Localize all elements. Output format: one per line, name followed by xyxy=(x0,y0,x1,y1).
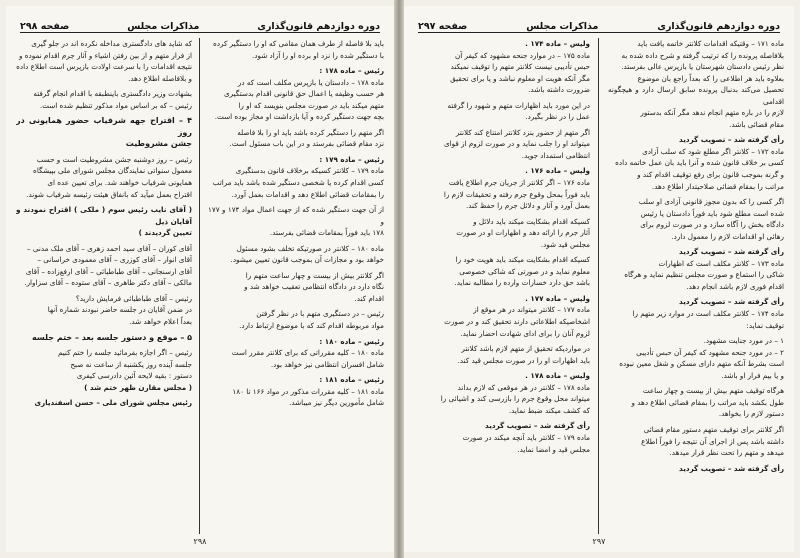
article-heading-line: رئیس – ماده ۱۸۰ : xyxy=(319,336,384,346)
text-line: مگر آنکه هویت او معلوم نباشد و یا برای تحقیق xyxy=(450,73,590,83)
text-line: از فرار متهم و از بین رفتن اشیاء و آثار جرم اقدام نموده و xyxy=(19,50,192,60)
text-line: انتظامی استمداد جوید. xyxy=(521,150,590,160)
text-line: در مواردیکه تحقیق از متهم لازم باشد کلانتر xyxy=(461,344,590,354)
text-line: و بلافاصله اطلاع دهد. xyxy=(128,73,192,83)
text-column-right xyxy=(208,38,384,534)
text-line: شاکی را استماع و صورت مجلس تنظیم نماید و هرگاه xyxy=(624,270,784,280)
text-line: باشد حق دارد خسارات وارده را مطالبه نماید. xyxy=(454,278,590,288)
text-line: نگاه دارد در دادگاه انتظامی تعقیب خواهد شد و xyxy=(244,282,384,292)
text-line: شامل مأمورین دیگر نیز میباشد. xyxy=(289,398,384,408)
section-title-line: جشن مشروطیت xyxy=(125,139,192,149)
article-heading-line: رئیس مجلس شورای ملی – حسن اسفندیاری xyxy=(34,398,192,408)
text-line: با دستگیر شده را نزد او برده او را آزاد شود. xyxy=(252,50,384,60)
text-line: اقتراح بعمل میآید که بانفاق هیئت رئیسه شرفیاب شوند. xyxy=(26,189,192,199)
text-line: رئیس – روز دوشنبه جشن مشروطیت است و حسب xyxy=(36,154,192,164)
text-line: مراتب را بمقام قضائی صلاحیتدار اطلاع دهد. xyxy=(651,181,784,191)
text-line: ماده ۱۷۱ – وقتیکه اقدامات کلانتر خاتمه یافت باید xyxy=(637,39,784,48)
text-line: بعمل آورد و آثار و دلائل جرم را حفظ کند. xyxy=(466,201,590,211)
text-line: اگر کسی را که بدون مجوز قانونی آزادی او سلب xyxy=(638,197,784,207)
text-line: کسی اقدام کرده یا شخصی دستگیر شده باشد باید مراتب xyxy=(212,178,384,188)
section-title-line: ۵ – موقع و دستور جلسه بعد – ختم جلسه xyxy=(32,332,192,342)
text-line: خواهد بود و مجازات آن بموجب قانون تعیین میشود. xyxy=(230,255,384,265)
text-line: نزد مقام قضائی بفرستد و در این باب مسئول است. xyxy=(229,139,384,149)
text-line: بشهادت وزیر دادگستری باینطبقه با اقدام انجام گرفته xyxy=(33,89,192,99)
text-line: که شاید های دادگستری مداخله نکرده اند در جلو گیری xyxy=(31,39,192,48)
text-line: اگر کلانتر بیش از بیست و چهار ساعت متهم را xyxy=(245,270,384,280)
text-line: نتیجه اقدامات را با سرعت اولادت بازپرس است اطلاع داده xyxy=(16,62,192,72)
text-line: مالکی – آقای دکتر طاهری – آقای ستوده – آقای سزاوار. xyxy=(24,278,192,288)
header-title: مذاکرات مجلس xyxy=(127,21,200,32)
text-line: و یا بیم فرار او باشد. xyxy=(721,370,784,380)
text-line: توقیف نماید: xyxy=(746,320,784,330)
text-line: است بشرط آنکه متهم دارای مسکن و شغل معین نبوده xyxy=(619,359,784,369)
text-line: عمل را در نظر بگیرد. xyxy=(525,112,590,122)
text-line: لزوم آنان را برای ادای شهادت احضار نماید. xyxy=(460,328,590,338)
text-line: داشته باشد پس از اجرای آن نتیجه را فوراً اطلاع xyxy=(641,436,784,446)
text-line: آثار جرم را ارائه دهد و اظهارات او در صورت xyxy=(456,228,590,238)
header-page-label: صفحه ۲۹۸ xyxy=(20,21,70,32)
text-line: در ضمن آقایان در جلسه حاضر نبودند شماره آنها xyxy=(47,305,192,315)
text-line: شده است مطلع شود باید فوراً دادستان یا رئیس xyxy=(640,208,784,218)
article-heading-line: رأی گرفته شد – تصویب گردید xyxy=(679,135,784,145)
text-line: ماده ۱۷۴ – کلانتر مکلف است در موارد زیر متهم را xyxy=(632,309,784,319)
text-line: مقام قضائی باشد. xyxy=(729,119,784,129)
text-line: میدهد و متهم را تحت نظر قرار میدهد. xyxy=(669,448,784,458)
book-gutter xyxy=(394,0,404,558)
article-heading-line: رأی گرفته شد – تصویب گردید xyxy=(485,421,590,431)
article-heading-line: تعیین گردیدند ) xyxy=(138,228,192,238)
article-heading-line: رأی گرفته شد – تصویب گردید xyxy=(679,463,784,473)
article-heading-line: رأی گرفته شد – تصویب گردید xyxy=(679,247,784,257)
text-line: دادگاه بخش را آگاه سازد و در صورت لزوم برای xyxy=(640,220,784,230)
text-line: هر حسب وظیفه یا اعمال حق قانونی اقدام بدستگیری xyxy=(224,89,384,99)
text-line: لازم را در باره متهم انجام ندهد مگر آنکه بدستور xyxy=(640,108,784,118)
text-line: کسی بر خلاف قانون شده و آنرا باید بان عمل خاتمه داده xyxy=(615,158,784,168)
text-line: در این مورد باید اظهارات متهم و شهود را گرفته xyxy=(447,100,590,110)
text-column-left xyxy=(414,38,590,534)
text-line: اگر متهم را دستگیر کرده باشد باید او را بلا فاصله xyxy=(237,127,384,137)
text-line: اقدام فوری لازم باشد انجام دهد. xyxy=(686,281,784,291)
text-line: رهائی او اقدامات لازم را معمول دارد. xyxy=(671,231,784,241)
header-session: دوره دوازدهم قانون‌گذاری xyxy=(657,21,780,32)
page-header xyxy=(418,14,780,33)
text-line: حبس تأدیبی نیست کلانتر متهم را توقیف نمیکند xyxy=(450,62,590,72)
text-line: معمول سنواتی نمایندگان مجلس شورای ملی بپیشگاه xyxy=(33,166,192,176)
column-divider xyxy=(199,38,200,534)
text-line: را بمقامات قضائی اطلاع دهد و اقدامات بعمل آورد. xyxy=(231,189,384,199)
text-line: رئیس – آقای طباطبائی فرمایش دارید؟ xyxy=(75,293,192,303)
text-line: ماده ۱۷۸ – کلانتر در هر موقعی که لازم بداند xyxy=(457,382,590,392)
text-line: بچه جهت دستگیر کرده و آیا بازداشت او مجاز بوده است. xyxy=(214,112,384,122)
text-line: جلسه آینده روز یکشنبه از ساعت نه صبح xyxy=(70,359,192,369)
text-line: طول بکشد باید مراتب را بمقام قضائی اطلاع دهد و xyxy=(631,397,784,407)
text-line: میتواند او را جلب نماید و در صورت لزوم از قوای xyxy=(444,139,590,149)
text-line: دستور لازم را بخواهد. xyxy=(718,409,784,419)
section-title-line: ۴ – اقتراح جهه شرفیاب حضور همایونی در روز xyxy=(16,116,192,137)
text-line: ماده ۱۷۶ – اگر کلانتر از جریان جرم اطلاع یافت xyxy=(448,178,590,188)
header-session: دوره دوازدهم قانون‌گذاری xyxy=(257,21,380,32)
text-line: ماده ۱۸۰ – کلانتر در صورتیکه تخلف بشود مسئول xyxy=(236,243,384,253)
text-line: آقای ارسنجانی – آقای طباطبائی – آقای ارفع‌زاده – آقای xyxy=(25,266,192,276)
text-line: تحصیل می‌کند بدنبال پرونده سابق ارسال دارد و هیچگونه اقدامی xyxy=(608,85,784,106)
text-line: ۱۷۸ باید فوراً بمقامات قضائی بفرستد. xyxy=(269,228,384,238)
text-line: شامل افسران انتظامی نیز خواهد بود. xyxy=(270,359,384,369)
text-line: دستور : بقیه لایحه آئین دادرسی کیفری xyxy=(76,371,192,381)
header-title: مذاکرات مجلس xyxy=(526,21,599,32)
text-line: که کشف میکند ضبط نماید. xyxy=(508,405,590,415)
text-line: متهم میکند باید در صورت مجلس بنویسد که او را xyxy=(238,100,384,110)
text-line: اقدام کند. xyxy=(354,293,384,303)
text-line: کسیکه اقدام بشکایت میکند باید دلائل و xyxy=(473,216,590,226)
article-heading-line: ولیس – ماده ۱۷۸ . xyxy=(525,371,590,381)
text-line: رئیس – در دستگیری متهم با در نظر گرفتن xyxy=(256,309,384,319)
text-line: ماده ۱۷۹ – کلانتر کسیکه برخلاف قانون بدستگیری xyxy=(235,166,384,176)
text-line: اگر متهم از حضور بنزد کلانتر امتناع کند کلانتر xyxy=(455,127,590,137)
text-line: باید بلا فاصله از طرف همان مقامی که او را دستگیر کرده xyxy=(213,39,384,48)
text-line: میتواند محل وقوع جرم را بازرسی کند و اشیائی را xyxy=(440,394,590,404)
text-line: ضرورت داشته باشد. xyxy=(528,85,590,95)
column-divider xyxy=(598,38,599,534)
article-heading-line: رئیس – ماده ۱۷۸ : xyxy=(319,66,384,76)
text-line: ماده ۱۷۵ – در موارد جنحه مشهود که کیفر آن xyxy=(454,50,590,60)
text-line: رئیس – که بر اساس مواد مذکور تنظیم شده است. xyxy=(39,100,192,110)
text-line: بعداً اعلام خواهد شد. xyxy=(129,317,192,327)
article-heading-line: رئیس – ماده ۱۸۱ : xyxy=(319,375,384,385)
page-298 xyxy=(6,6,394,552)
page-number: ۲۹۷ xyxy=(592,537,606,546)
text-column-right xyxy=(608,38,784,534)
article-heading-line: ( آقای نایب رئیس سوم ( ملکی ) اقتراح نمودند و آقایان ذیل xyxy=(16,205,192,226)
article-heading-line: ولیس – ماده ۱۷۴ . xyxy=(525,39,590,48)
text-line: مجلس قید و امضا نماید. xyxy=(517,444,590,454)
article-heading-line: رأی گرفته شد – تصویب گردید xyxy=(679,297,784,307)
text-line: باید اظهارات او را در صورت مجلس قید کند. xyxy=(457,355,590,365)
text-line: باید فوراً بمحل وقوع جرم رفته و تحقیقات لازم را xyxy=(443,189,590,199)
text-line: از آن جهت دستگیر شده که از جهت اعمال مواد ۱۷۴ و ۱۷۷ و xyxy=(208,205,384,226)
text-line: رئیس – اگر اجازه بفرمائید جلسه را ختم کنیم xyxy=(57,348,192,358)
header-page-label: صفحه ۲۹۷ xyxy=(418,21,468,32)
text-line: ۲ – در مورد جنحه مشهود که کیفر آن حبس تأدیبی xyxy=(636,347,784,357)
text-line: مواد مربوطه اقدام کند که با موضوع ارتباط دارد. xyxy=(239,321,384,331)
text-line: ماده ۱۸۱ – کلیه مقررات مذکور در مواد ۱۶۶ تا ۱۸۰ xyxy=(232,386,384,396)
text-line: اگر کلانتر برای توقیف متهم دستور مقام قضائی xyxy=(643,424,784,434)
text-line: نظر رئیس دادستان شهرستان یا بازپرس عالی بفرستد. xyxy=(621,62,784,72)
text-line: ماده ۱۷۸ – دادستان یا بازپرس مکلف است که در xyxy=(237,77,384,87)
text-line: اشخاصیکه اطلاعاتی دارند تحقیق کند و در صورت xyxy=(444,317,590,327)
text-line: ماده ۱۷۲ – کلانتر اگر مطلع شود که سلب آزادی xyxy=(642,146,784,156)
page-297 xyxy=(404,6,794,552)
text-line: بعلاوه باید هر اطلاعی را که بعداً راجع بان موضوع xyxy=(637,73,784,83)
page-header xyxy=(20,14,380,33)
article-heading-line: ( مجلس مقارن ظهر ختم شد ) xyxy=(84,382,192,392)
text-line: همایونی شرفیاب خواهند شد. برای تعیین عده ای xyxy=(47,178,192,188)
text-line: معلوم نماید و در صورتی که شاکی خصوصی xyxy=(459,266,590,276)
text-line: کسیکه اقدام بشکایت میکند باید هویت خود را xyxy=(455,255,590,265)
text-line: آقای کوران – آقای سید احمد زهری – آقای ملک مدنی – xyxy=(26,243,192,253)
text-line: ۱ – در مورد جنایت مشهود. xyxy=(703,336,784,346)
page-number: ۲۹۸ xyxy=(193,537,207,546)
text-line: ماده ۱۸۰ – کلیه مقرراتی که برای کلانتر مقرر است xyxy=(231,348,384,358)
text-line: بلافاصله پرونده را که ترتیب گرفته و شرح داده شده به xyxy=(621,50,784,60)
article-heading-line: رئیس – ماده ۱۷۹ : xyxy=(319,154,384,164)
text-line: آقای انوار – آقای کوزری – آقای معمودی خراسانی – xyxy=(37,255,192,265)
text-line: و گرنه بموجب قانون برای رفع توقیف اقدام کند و xyxy=(637,170,784,180)
text-column-left xyxy=(16,38,192,534)
article-heading-line: ولیس – ماده ۱۷۶ . xyxy=(525,166,590,176)
text-line: ماده ۱۷۹ – کلانتر باید آنچه میکند در صورت xyxy=(462,432,590,442)
article-heading-line: ولیس – ماده ۱۷۷ . xyxy=(525,293,590,303)
text-line: ماده ۱۷۳ – کلانتر مکلف است که اظهارات xyxy=(658,258,784,268)
text-line: هرگاه توقیف متهم بیش از بیست و چهار ساعت xyxy=(642,386,784,396)
text-line: ماده ۱۷۷ – کلانتر میتواند در هر موقع از xyxy=(473,305,590,315)
text-line: مجلس قید شود. xyxy=(540,239,590,249)
